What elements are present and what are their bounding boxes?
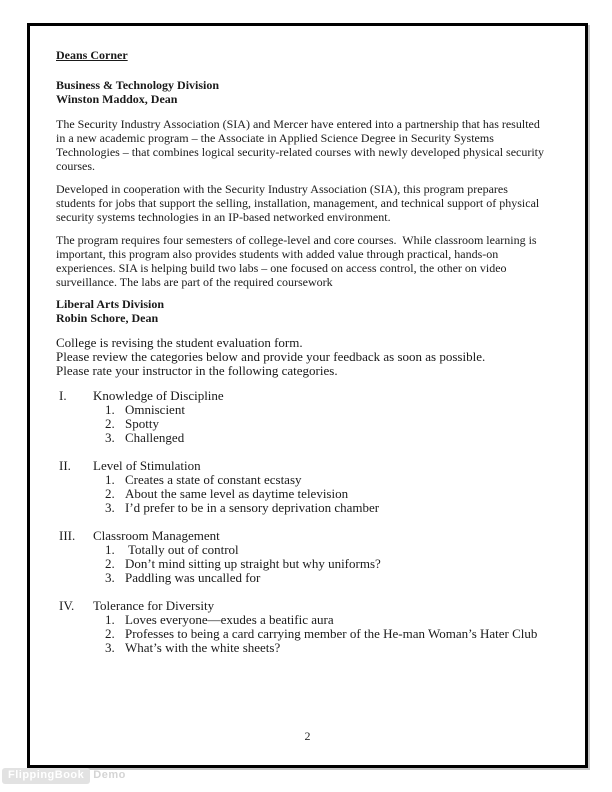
category-numeral: IV. xyxy=(59,598,75,613)
item-number: 2. xyxy=(105,556,115,571)
category-title: Tolerance for Diversity xyxy=(93,598,215,613)
item-number: 3. xyxy=(105,570,115,585)
paragraph-sia-partnership: The Security Industry Association (SIA) and Mercer have entered into a partnership that has resulted in a new academic program – the Associate in Applied Science Degree in Security Systems Technologies – that combines logical security-related courses with newly developed physical security courses. xyxy=(56,117,548,173)
eval-intro-line: Please review the categories below and provide your feedback as soon as possible. xyxy=(56,349,486,364)
document-content xyxy=(30,26,585,655)
category-items xyxy=(59,543,549,585)
category-group-classroom xyxy=(56,529,549,585)
category-heading xyxy=(59,599,549,613)
division-name: Liberal Arts Division xyxy=(56,297,165,311)
category-title: Knowledge of Discipline xyxy=(93,388,224,403)
item-text: Totally out of control xyxy=(125,542,239,557)
item-text: What’s with the white sheets? xyxy=(125,640,281,655)
deans-corner-heading: Deans Corner xyxy=(56,48,128,62)
item-number: 1. xyxy=(105,472,115,487)
category-group-knowledge xyxy=(56,389,549,445)
category-group-stimulation xyxy=(56,459,549,515)
category-heading xyxy=(59,529,549,543)
item-text: Creates a state of constant ecstasy xyxy=(125,472,302,487)
item-number: 2. xyxy=(105,626,115,641)
document-page xyxy=(27,23,588,768)
category-item xyxy=(59,613,549,627)
item-text: About the same level as daytime television xyxy=(125,486,349,501)
item-number: 2. xyxy=(105,416,115,431)
category-item xyxy=(59,501,549,515)
category-numeral: III. xyxy=(59,528,76,543)
item-text: Professes to being a card carrying member of the He-man Woman’s Hater Club xyxy=(125,626,538,641)
dean-name: Winston Maddox, Dean xyxy=(56,92,178,106)
flippingbook-watermark xyxy=(2,768,126,784)
item-text: Loves everyone—exudes a beatific aura xyxy=(125,612,334,627)
category-item xyxy=(59,487,549,501)
paragraph-program-preparation: Developed in cooperation with the Security Industry Association (SIA), this program prepares students for jobs that support the selling, installation, management, and technical support of physical security systems technologies in an IP-based networked environment. xyxy=(56,182,543,224)
item-number: 3. xyxy=(105,430,115,445)
flippingbook-badge[interactable]: FlippingBook xyxy=(2,768,90,784)
category-item xyxy=(59,473,549,487)
item-number: 3. xyxy=(105,640,115,655)
item-text: Don’t mind sitting up straight but why uniforms? xyxy=(125,556,381,571)
category-item xyxy=(59,557,549,571)
demo-label: Demo xyxy=(93,769,126,781)
item-text: I’d prefer to be in a sensory deprivation chamber xyxy=(125,500,380,515)
item-number: 2. xyxy=(105,486,115,501)
category-item xyxy=(59,641,549,655)
category-item xyxy=(59,403,549,417)
division-name: Business & Technology Division xyxy=(56,78,220,92)
item-number: 1. xyxy=(105,402,115,417)
category-heading xyxy=(59,389,549,403)
category-title: Level of Stimulation xyxy=(93,458,201,473)
category-items xyxy=(59,473,549,515)
page-number: 2 xyxy=(304,729,311,743)
eval-intro-line: Please rate your instructor in the following categories. xyxy=(56,363,338,378)
item-number: 3. xyxy=(105,500,115,515)
category-group-diversity xyxy=(56,599,549,655)
dean-name: Robin Schore, Dean xyxy=(56,311,159,325)
category-items xyxy=(59,403,549,445)
category-item xyxy=(59,627,549,641)
eval-intro-line: College is revising the student evaluation form. xyxy=(56,335,303,350)
category-items xyxy=(59,613,549,655)
liberal-arts-division-block xyxy=(56,297,549,325)
category-item xyxy=(59,571,549,585)
category-title: Classroom Management xyxy=(93,528,220,543)
item-text: Spotty xyxy=(125,416,159,431)
category-numeral: I. xyxy=(59,388,67,403)
category-item xyxy=(59,417,549,431)
item-text: Paddling was uncalled for xyxy=(125,570,261,585)
item-number: 1. xyxy=(105,542,115,557)
category-heading xyxy=(59,459,549,473)
item-text: Challenged xyxy=(125,430,185,445)
paragraph-program-requirements: The program requires four semesters of college-level and core courses. While classroom learning is important, this program also provides students with added value through practical, hands-on experiences. SIA is helping build two labs – one focused on access control, the other on video surveillance. The labs are part of the required coursework xyxy=(56,233,540,289)
item-number: 1. xyxy=(105,612,115,627)
category-numeral: II. xyxy=(59,458,71,473)
evaluation-intro xyxy=(56,336,549,378)
category-item xyxy=(59,431,549,445)
category-item xyxy=(59,543,549,557)
business-technology-division-block xyxy=(56,78,549,106)
item-text: Omniscient xyxy=(125,402,185,417)
